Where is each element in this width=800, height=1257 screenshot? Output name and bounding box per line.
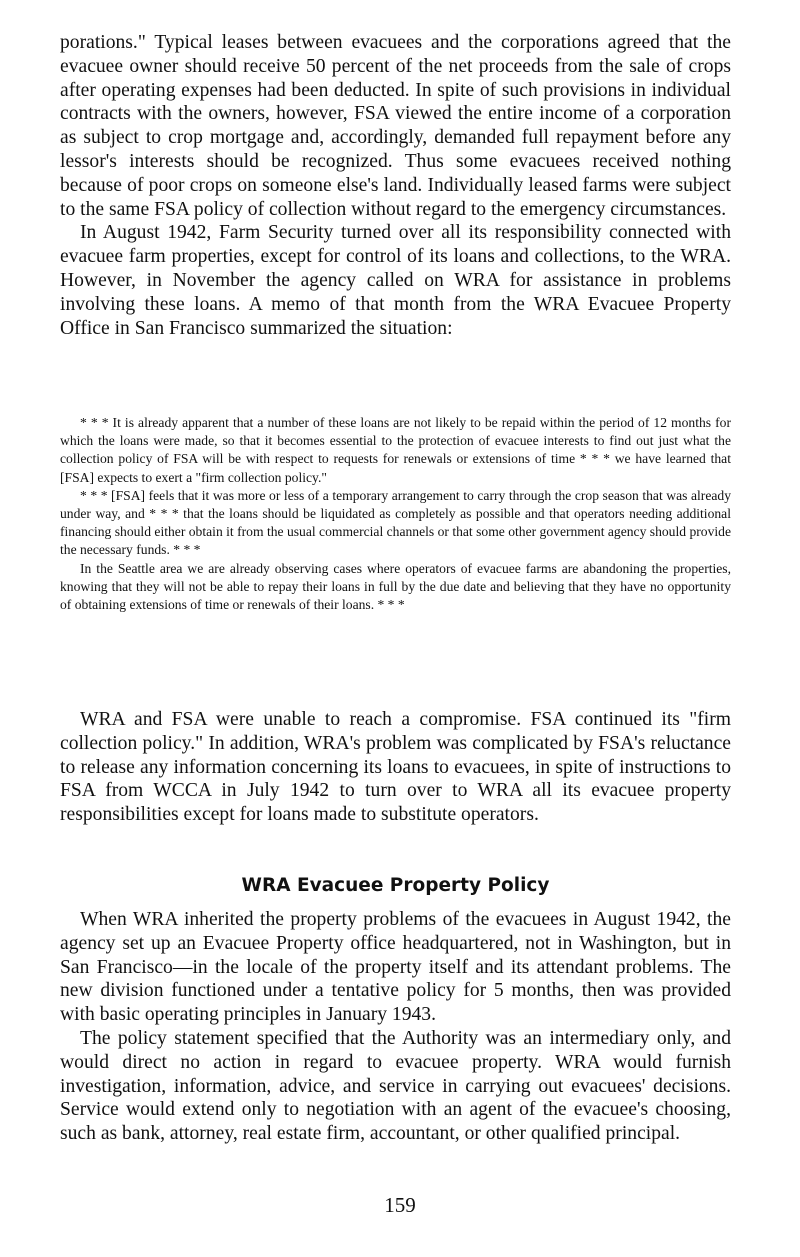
paragraph: WRA and FSA were unable to reach a compromise. FSA continued its "firm collection policy." In addition, WRA's problem was complicated by FSA's reluctance to release any information concerning its loans to evacuees, in spite of instructions to FSA from WCCA in July 1942 to turn over to WRA all its evacuee property responsibilities except for loans made to substitute operators. bbox=[60, 709, 731, 826]
quote-paragraph: * * * It is already apparent that a number of these loans are not likely to be repaid within the period of 12 months for which the loans were made, so that it becomes essential to the protection of evacuee interests to find out just what the collection policy of FSA will be with respect to requests for renewals or extensions of time * * * we have learned that [FSA] expects to exert a "firm collection policy." bbox=[60, 415, 731, 485]
paragraph: porations." Typical leases between evacuees and the corporations agreed that the evacuee owner should receive 50 percent of the net proceeds from the sale of crops after operating expenses had been deducted. In spite of such provisions in individual contracts with the owners, however, FSA viewed the entire income of a corporation as subject to crop mortgage and, accordingly, demanded full repayment before any lessor's interests should be recognized. Thus some evacuees received nothing because of poor crops on someone else's land. Individually leased farms were subject to the same FSA policy of collection without regard to the emergency circumstances. bbox=[60, 32, 731, 220]
page-number: 159 bbox=[384, 1193, 416, 1217]
paragraph: The policy statement specified that the Authority was an intermediary only, and would direct no action in regard to evacuee property. WRA would furnish investigation, information, advice, and service in carrying out evacuees' decisions. Service would extend only to negotiation with an agent of the evacuee's choosing, such as bank, attorney, real estate firm, accountant, or other qualified principal. bbox=[60, 1027, 731, 1145]
text-block-middle bbox=[60, 708, 731, 827]
section-heading: WRA Evacuee Property Policy bbox=[241, 875, 550, 896]
paragraph: When WRA inherited the property problems of the evacuees in August 1942, the agency set up an Evacuee Property office headquartered, not in Washington, but in San Francisco—in the locale of the property itself and its attendant problems. The new division functioned under a tentative policy for 5 months, then was provided with basic operating principles in January 1943. bbox=[60, 909, 731, 1026]
paragraph: In August 1942, Farm Security turned over all its responsibility connected with evacuee farm properties, except for control of its loans and collections, to the WRA. However, in November the agency called on WRA for assistance in problems involving these loans. A memo of that month from the WRA Evacuee Property Office in San Francisco summarized the situation: bbox=[60, 222, 731, 339]
block-quote bbox=[60, 414, 731, 614]
text-block-bottom bbox=[60, 908, 731, 1146]
quote-paragraph: * * * [FSA] feels that it was more or less of a temporary arrangement to carry through the crop season that was already under way, and * * * that the loans should be liquidated as completely as possible and that operators needing additional financing should either obtain it from the usual commercial channels or that some other government agency should provide the necessary funds. * * * bbox=[60, 487, 731, 558]
quote-paragraph: In the Seattle area we are already observing cases where operators of evacuee farms are abandoning the properties, knowing that they will not be able to repay their loans in full by the due date and believing that they have no opportunity of obtaining extensions of time or renewals of their loans. * * * bbox=[60, 560, 731, 613]
text-block-top bbox=[60, 31, 731, 340]
